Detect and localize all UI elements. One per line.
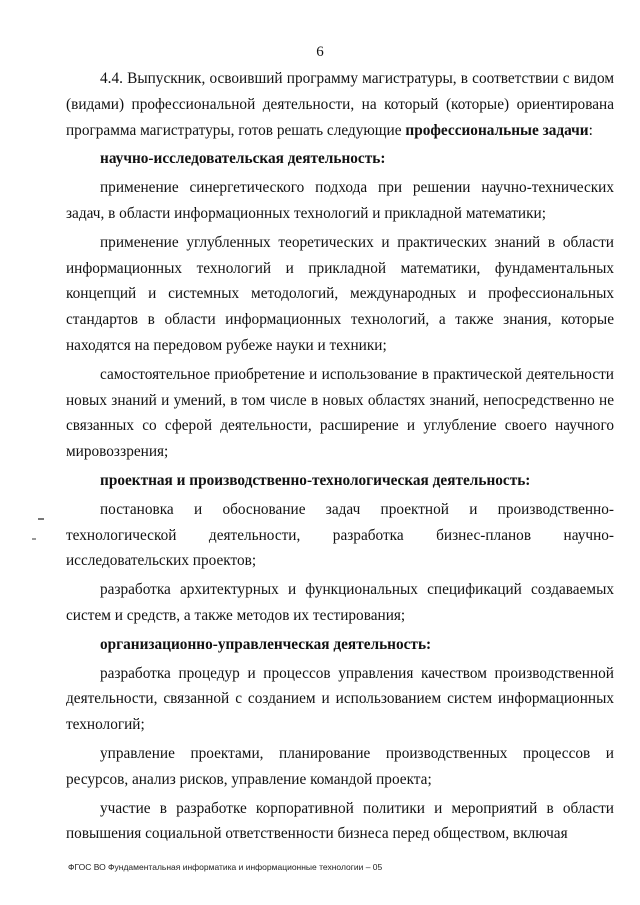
document-body xyxy=(66,66,614,847)
intro-text: 4.4. Выпускник, освоивший программу магистратуры, в соответствии с видом (видами) профессиональной деятельности, на который (которые) ориентирована программа магистратуры, готов решать следующие xyxy=(66,70,614,139)
page-number: 6 xyxy=(316,44,324,60)
paragraph: управление проектами, планирование производственных процессов и ресурсов, анализ рисков, управление командой проекта; xyxy=(66,744,614,788)
paragraph: самостоятельное приобретение и использование в практической деятельности новых знаний и умений, в том числе в новых областях знаний, непосредственно не связанных со сферой деятельности, расширение и углубление своего научного мировоззрения; xyxy=(66,365,614,461)
intro-paragraph xyxy=(66,66,614,143)
intro-end: : xyxy=(588,121,593,139)
section-heading-project: проектная и производственно-технологическая деятельность: xyxy=(100,471,531,489)
paragraph: постановка и обоснование задач проектной и производственно-технологической деятельности, разработка бизнес-планов научно-исследовательских проектов; xyxy=(66,500,614,570)
paragraph: разработка процедур и процессов управления качеством производственной деятельности, связанной с созданием и использованием систем информационных технологий; xyxy=(66,664,614,734)
scan-mark xyxy=(32,538,36,540)
section-heading-research: научно-исследовательская деятельность: xyxy=(100,150,386,168)
paragraph: применение синергетического подхода при решении научно-технических задач, в области информационных технологий и прикладной математики; xyxy=(66,179,614,222)
paragraph: участие в разработке корпоративной политики и мероприятий в области повышения социальной ответственности бизнеса перед обществом, включая xyxy=(66,799,614,843)
intro-bold-term: профессиональные задачи xyxy=(405,121,589,139)
section-heading-management: организационно-управленческая деятельность: xyxy=(100,635,432,653)
scan-mark xyxy=(38,518,44,520)
footer-standard-name: ФГОС ВО Фундаментальная информатика и информационные технологии – 05 xyxy=(68,862,383,872)
paragraph: применение углубленных теоретических и практических знаний в области информационных технологий и прикладной математики, фундаментальных концепций и системных методологий, международных и профессиональных стандартов в области информационных технологий, а также знания, которые находятся на передовом рубеже науки и техники; xyxy=(66,233,614,354)
paragraph: разработка архитектурных и функциональных спецификаций создаваемых систем и средств, а также методов их тестирования; xyxy=(66,581,614,624)
